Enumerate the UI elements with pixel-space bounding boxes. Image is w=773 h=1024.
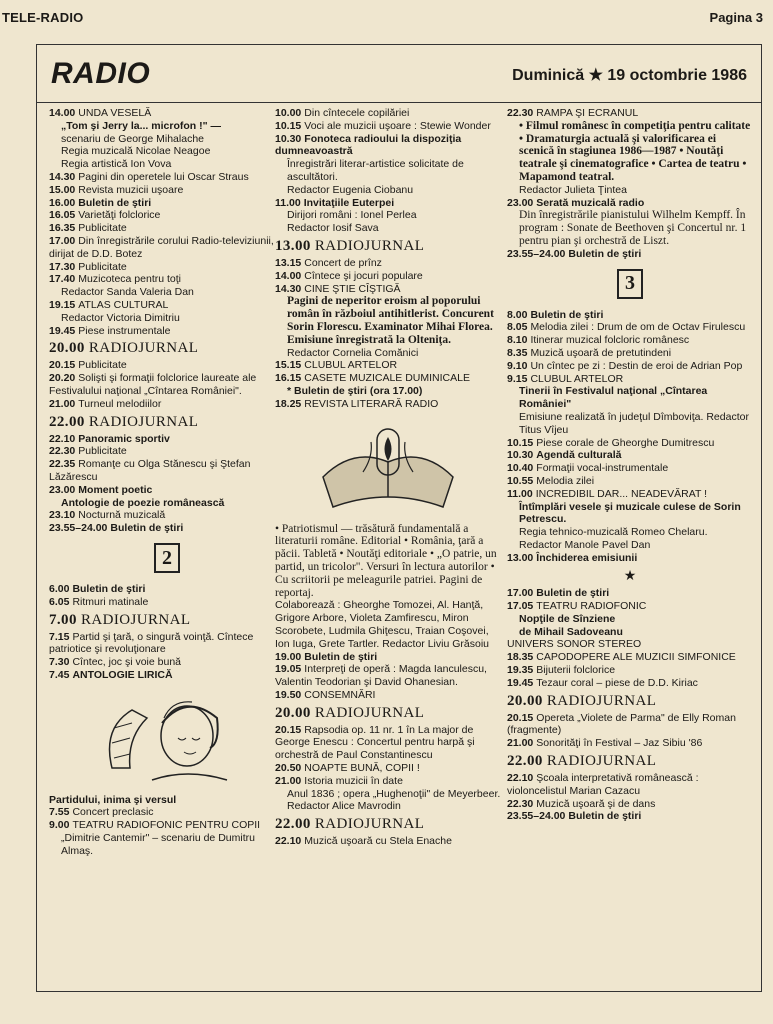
program-item	[49, 222, 285, 235]
program-time: 10.30	[275, 132, 302, 145]
program-item	[49, 325, 285, 338]
program-time: 22.30	[49, 445, 76, 458]
program-time: 20.20	[49, 372, 76, 385]
program-item	[275, 120, 501, 133]
poet-illustration	[92, 688, 242, 788]
program-time: 18.25	[275, 397, 302, 410]
program-title: RADIOJURNAL	[88, 340, 199, 357]
program-detail: Redactor Manole Pavel Dan	[519, 538, 651, 551]
program-title: Buletin de ştiri	[536, 587, 610, 600]
program-item	[275, 663, 501, 689]
program-item	[275, 775, 501, 813]
program-time: 22.30	[507, 107, 534, 119]
program-item	[49, 398, 285, 411]
program-item	[49, 631, 285, 657]
program-item	[507, 651, 753, 664]
page-number: Pagina 3	[709, 10, 763, 25]
program-title: RADIOJURNAL	[314, 704, 425, 721]
program-title: Piese instrumentale	[78, 324, 171, 337]
program-item	[507, 712, 753, 738]
program-item	[507, 772, 753, 798]
program-time: 13.00	[275, 237, 311, 254]
program-time: 8.10	[507, 334, 528, 347]
program-item	[507, 437, 753, 450]
program-time: 11.00	[275, 196, 301, 209]
program-detail: * Buletin de ştiri (ora 17.00)	[287, 384, 423, 397]
program-title: Publicitate	[78, 359, 127, 372]
program-item	[49, 669, 285, 682]
program-item	[275, 133, 501, 197]
program-title: Nocturnă muzicală	[78, 509, 166, 522]
program-item	[49, 656, 285, 669]
program-detail-paragraph: • Patriotismul — trăsătură fundamentală a literaturii române. Editorial • România, ţară a păcii. Tabletă • Noutăţi editoriale • „O patrie, un partid, un tricolor". Versuri în lectura autorilor • Cu scriitorii pe meleagurile patriei. Pagini de reportaj.	[275, 522, 497, 599]
program-time: 15.15	[275, 359, 302, 372]
program-time: 7.00	[49, 611, 77, 628]
program-title: Istoria muzicii în date	[304, 774, 403, 787]
program-title: Moment poetic	[78, 483, 153, 496]
program-time: 7.30	[49, 656, 70, 669]
program-title: Muzică uşoară şi de dans	[536, 797, 656, 810]
program-detail: Înregistrări literar-artistice solicitate de ascultători.	[287, 158, 464, 183]
program-title: Sonorităţi în Festival – Jaz Sibiu '86	[536, 737, 703, 750]
program-detail: scenariu de George Mihalache	[61, 132, 205, 145]
program-item	[507, 449, 753, 462]
program-time: 10.40	[507, 462, 534, 475]
literary-illustration	[313, 417, 463, 517]
program-title: Turneul melodiilor	[78, 397, 162, 410]
program-title: ANTOLOGIE LIRICĂ	[72, 668, 173, 681]
program-item	[275, 835, 501, 848]
program-detail: Din înregistrările pianistului Wilhelm Kempff. În program : Sonate de Beethoven şi Concertul nr. 1 pentru pian şi orchestră de Liszt.	[519, 209, 747, 247]
program-item	[49, 235, 285, 261]
program-time: 16.05	[49, 209, 76, 222]
program-time: 16.15	[275, 372, 302, 385]
program-title: Piese corale de Gheorghe Dumitrescu	[536, 436, 715, 449]
program-time: 16.35	[49, 222, 76, 235]
program-detail: de Mihail Sadoveanu	[519, 625, 623, 638]
program-title: Buletin de ştiri	[568, 247, 642, 260]
program-item	[275, 197, 501, 235]
program-item	[507, 552, 753, 565]
program-time: 19.05	[275, 663, 302, 676]
program-item	[49, 794, 285, 807]
program-item	[507, 587, 753, 600]
program-time: 23.10	[49, 509, 76, 522]
program-detail: Redactor Sanda Valeria Dan	[61, 286, 194, 299]
program-item	[49, 299, 285, 325]
program-detail: Redactor Cornelia Comănici	[287, 346, 419, 359]
program-time: 21.00	[49, 397, 76, 410]
program-time: 23.55–24.00	[49, 522, 108, 535]
program-title: Cîntec, joc şi voie bună	[72, 656, 181, 669]
header-divider	[37, 102, 761, 103]
program-time: 18.35	[507, 651, 534, 664]
program-title: Muzicoteca pentru toţi	[78, 273, 181, 286]
program-time: 11.00	[507, 487, 533, 500]
program-time: 23.00	[507, 196, 534, 209]
program-item	[275, 689, 501, 702]
program-title: Formaţii vocal-instrumentale	[536, 462, 669, 475]
program-detail: „Tom şi Jerry la... microfon !" —	[61, 119, 221, 132]
program-title: REVISTA LITERARĂ RADIO	[304, 397, 439, 410]
program-title: Partidului, inima şi versul	[49, 793, 177, 806]
program-detail: Întîmplări vesele şi muzicale culese de Sorin Petrescu.	[519, 500, 741, 526]
program-item	[507, 107, 753, 197]
program-time: 21.00	[275, 774, 302, 787]
program-title: Partid şi ţară, o singură voinţă. Cîntece patriotice şi revoluţionare	[49, 630, 254, 656]
program-time: 19.50	[275, 688, 302, 701]
column-2	[275, 107, 501, 987]
program-item	[49, 445, 285, 458]
program-title: Muzică uşoară cu Stela Enache	[304, 835, 452, 848]
program-item	[275, 815, 501, 833]
program-time: 21.00	[507, 737, 534, 750]
program-time: 15.00	[49, 183, 76, 196]
program-title: UNIVERS SONOR STEREO	[507, 638, 642, 651]
program-title: Publicitate	[78, 222, 127, 235]
program-title: Pagini din operetele lui Oscar Straus	[78, 170, 249, 183]
program-item	[49, 433, 285, 446]
program-title: Tezaur coral – piese de D.D. Kiriac	[536, 676, 698, 689]
program-item	[275, 107, 501, 120]
program-title: UNDA VESELĂ	[78, 107, 152, 119]
program-title: Închiderea emisiunii	[536, 551, 638, 564]
program-title: CAPODOPERE ALE MUZICII SIMFONICE	[536, 651, 736, 664]
program-item	[507, 664, 753, 677]
program-detail: „Dimitrie Cantemir" – scenariu de Dumitru Almaş.	[61, 832, 255, 857]
column-3	[507, 107, 753, 987]
program-title: Agendă culturală	[536, 449, 622, 462]
program-item	[275, 651, 501, 664]
program-item	[49, 171, 285, 184]
program-item	[49, 509, 285, 522]
program-title: RADIOJURNAL	[314, 816, 425, 833]
program-item	[275, 762, 501, 775]
program-item	[49, 583, 285, 596]
page-header	[0, 0, 773, 36]
program-title: Concert de prînz	[304, 256, 382, 269]
program-title: Panoramic sportiv	[78, 432, 170, 445]
program-item	[507, 798, 753, 811]
program-title: Voci ale muzicii uşoare : Stewie Wonder	[304, 119, 491, 132]
program-time: 17.00	[49, 234, 76, 247]
program-time: 17.40	[49, 273, 76, 286]
program-title: INCREDIBIL DAR... NEADEVĂRAT !	[535, 487, 708, 500]
program-title: Romanţe cu Olga Stănescu şi Ştefan Lăzărescu	[49, 458, 251, 483]
program-time: 14.00	[49, 107, 76, 119]
program-item	[49, 273, 285, 299]
program-time: 23.55–24.00	[507, 247, 566, 260]
program-item	[507, 488, 753, 552]
program-time: 6.05	[49, 595, 70, 608]
broadcast-date: Duminică ★ 19 octombrie 1986	[512, 67, 747, 84]
program-time: 20.00	[49, 340, 85, 357]
program-item	[275, 372, 501, 398]
program-item	[49, 197, 285, 210]
program-detail: Nopţile de Sînziene	[519, 612, 616, 625]
program-item	[275, 398, 501, 411]
program-time: 9.00	[49, 819, 70, 832]
program-title: RADIOJURNAL	[88, 413, 199, 430]
program-title: Ritmuri matinale	[72, 595, 149, 608]
program-time: 14.30	[49, 170, 76, 183]
section-title: RADIO	[51, 57, 151, 90]
program-item	[275, 257, 501, 270]
program-title: TEATRU RADIOFONIC PENTRU COPII	[72, 819, 261, 832]
radio-frame	[36, 44, 762, 992]
program-title: Buletin de ştiri	[72, 582, 146, 595]
program-title: Buletin de ştiri	[110, 522, 184, 535]
day-number-3: 3	[617, 269, 643, 299]
program-title: Opereta „Violete de Parma" de Elly Roman (fragmente)	[507, 711, 736, 737]
program-time: 6.00	[49, 582, 70, 595]
program-detail: Dirijori români : Ionel Perlea	[287, 209, 417, 222]
program-detail: Pagini de neperitor eroism al poporului român în războiul antihitlerist. Concurent Sorin Florescu. Examinator Mihai Florea. Emisiune înregistrată la Olteniţa.	[287, 295, 494, 346]
program-title: Concert preclasic	[72, 806, 154, 819]
program-detail: Antologie de poezie românească	[61, 496, 225, 509]
program-time: 10.00	[275, 107, 302, 119]
program-time: 13.15	[275, 256, 302, 269]
program-item	[275, 704, 501, 722]
column-1	[49, 107, 285, 987]
program-title: Fonoteca radioului la dispoziţia dumneavoastră	[275, 132, 462, 158]
program-title: Şcoala interpretativă românească : violoncelistul Marian Cazacu	[507, 772, 699, 797]
program-item	[49, 372, 285, 398]
program-item	[275, 359, 501, 372]
program-title: RADIOJURNAL	[546, 692, 657, 709]
publication-name: TELE-RADIO	[2, 10, 84, 25]
program-detail: Regia artistică Ion Vova	[61, 158, 172, 171]
program-item	[275, 270, 501, 283]
program-title: CINE ŞTIE CÎŞTIGĂ	[304, 282, 401, 295]
program-title: Melodia zilei : Drum de om de Octav Firulescu	[530, 321, 746, 334]
program-title: Buletin de ştiri	[530, 308, 604, 321]
program-time: 23.55–24.00	[507, 810, 566, 823]
program-time: 9.10	[507, 359, 528, 372]
program-title: Cîntece şi jocuri populare	[304, 269, 423, 282]
program-item	[507, 373, 753, 437]
program-title: CASETE MUZICALE DUMINICALE	[304, 372, 470, 385]
program-time: 23.00	[49, 483, 76, 496]
program-time: 20.15	[49, 359, 76, 372]
program-title: CLUBUL ARTELOR	[530, 372, 624, 385]
program-time: 17.00	[507, 587, 534, 600]
program-detail: Redactor Iosif Sava	[287, 222, 379, 235]
program-time: 7.55	[49, 806, 70, 819]
program-item	[49, 484, 285, 510]
program-item	[507, 752, 753, 770]
program-title: Buletin de ştiri	[304, 650, 378, 663]
program-title: Solişti şi formaţii folclorice laureate ale Festivalului naţional „Cîntarea României".	[49, 372, 257, 397]
program-item	[49, 806, 285, 819]
program-item	[49, 184, 285, 197]
program-item	[49, 107, 285, 171]
program-time: 19.45	[507, 676, 534, 689]
program-item	[507, 248, 753, 261]
program-time: 14.00	[275, 269, 302, 282]
program-time: 22.35	[49, 458, 76, 471]
program-title: RADIOJURNAL	[81, 611, 191, 628]
program-time: 7.45	[49, 668, 70, 681]
program-time: 22.00	[49, 413, 85, 430]
separator-star: ★	[623, 566, 637, 583]
program-time: 10.30	[507, 449, 534, 462]
program-item	[275, 724, 501, 762]
program-item	[49, 209, 285, 222]
program-item	[507, 638, 753, 651]
program-time: 10.15	[507, 436, 534, 449]
program-item	[49, 819, 285, 857]
program-item	[507, 462, 753, 475]
program-title: CLUBUL ARTELOR	[304, 359, 398, 372]
program-item	[507, 197, 753, 248]
program-item	[275, 283, 501, 360]
program-title: Varietăţi folclorice	[78, 209, 161, 222]
program-title: Din înregistrările corului Radio-televiziunii, dirijat de D.D. Botez	[49, 234, 274, 260]
program-item	[49, 359, 285, 372]
program-title: TEATRU RADIOFONIC	[536, 600, 647, 613]
program-time: 20.00	[507, 692, 543, 709]
program-time: 8.00	[507, 308, 528, 321]
program-time: 7.15	[49, 630, 70, 643]
program-item	[507, 600, 753, 638]
program-item	[49, 413, 285, 431]
program-detail: Redactor Victoria Dimitriu	[61, 311, 180, 324]
program-title: Publicitate	[78, 445, 127, 458]
program-detail: Emisiune realizată în judeţul Dîmboviţa. Redactor Titus Vîjeu	[519, 410, 749, 436]
program-item	[49, 339, 285, 357]
program-time: 20.00	[275, 704, 311, 721]
program-detail: Regia tehnico-muzicală Romeo Chelaru.	[519, 526, 708, 539]
program-title: Buletin de ştiri	[568, 810, 642, 823]
program-title: Interpreţi de operă : Magda Ianculescu, Valentin Teodorian şi David Ohanesian.	[275, 663, 487, 689]
day-marker-wrap	[507, 269, 753, 299]
program-title: Invitaţiile Euterpei	[303, 196, 395, 209]
program-time: 8.35	[507, 346, 528, 359]
program-item	[49, 522, 285, 535]
program-item	[507, 677, 753, 690]
program-detail: Regia muzicală Nicolae Neagoe	[61, 145, 211, 158]
program-detail: Tinerii în Festivalul naţional „Cîntarea României"	[519, 385, 708, 411]
program-time: 20.15	[275, 723, 302, 736]
program-item	[507, 309, 753, 322]
program-title: Buletin de ştiri	[78, 196, 152, 209]
program-title: Melodia zilei	[536, 474, 595, 487]
program-item	[507, 475, 753, 488]
program-detail-paragraph: Colaborează : Gheorghe Tomozei, Al. Hanţă, Grigore Arbore, Violeta Zamfirescu, Miron Scorobete, Ludmila Ghiţescu, Traian Coşovei, Ion Iuga, Grete Tartler. Redactor Liviu Grăsoiu	[275, 599, 489, 650]
program-time: 20.50	[275, 762, 302, 775]
program-title: Muzică uşoară de pretutindeni	[530, 346, 672, 359]
program-time: 14.30	[275, 282, 302, 295]
program-item	[49, 458, 285, 484]
program-time: 22.10	[507, 772, 534, 785]
program-title: Serată muzicală radio	[536, 196, 645, 209]
program-item	[507, 360, 753, 373]
program-item	[275, 237, 501, 255]
day-marker-wrap	[49, 543, 285, 573]
program-detail: • Filmul românesc în competiţia pentru calitate • Dramaturgia actuală şi valorificarea ei scenică în stagiunea 1986—1987 • Noutăţi teatrale şi cinematografice • Cartea de teatru • Mapamond teatral.	[519, 119, 751, 183]
program-time: 22.30	[507, 797, 534, 810]
program-title: RAMPA ŞI ECRANUL	[536, 107, 639, 119]
program-title: Revista muzicii uşoare	[78, 183, 184, 196]
program-time: 19.00	[275, 650, 302, 663]
program-title: ATLAS CULTURAL	[78, 298, 169, 311]
program-item	[49, 611, 285, 629]
program-time: 8.05	[507, 321, 528, 334]
program-time: 19.35	[507, 664, 534, 677]
program-detail: Redactor Julieta Ţintea	[519, 183, 627, 196]
program-title: RADIOJURNAL	[314, 237, 425, 254]
program-title: NOAPTE BUNĂ, COPII !	[304, 762, 420, 775]
program-title: Bijuterii folclorice	[536, 664, 616, 677]
program-title: Un cîntec pe zi : Destin de eroi de Adrian Pop	[530, 359, 743, 372]
program-item	[507, 692, 753, 710]
program-title: Itinerar muzical folcloric românesc	[530, 334, 690, 347]
program-detail: Redactor Eugenia Ciobanu	[287, 183, 414, 196]
program-time: 22.00	[507, 753, 543, 770]
program-time: 22.10	[49, 432, 76, 445]
program-time: 19.15	[49, 298, 76, 311]
program-time: 10.55	[507, 474, 534, 487]
program-item	[507, 321, 753, 334]
program-item	[507, 334, 753, 347]
program-item	[49, 596, 285, 609]
program-item	[507, 347, 753, 360]
program-time: 20.15	[507, 711, 534, 724]
program-detail: Anul 1836 ; opera „Hughenoţii" de Meyerbeer. Redactor Alice Mavrodin	[287, 787, 501, 813]
program-title: CONSEMNĂRI	[304, 688, 376, 701]
program-title: RADIOJURNAL	[546, 753, 657, 770]
program-item	[49, 261, 285, 274]
program-time: 17.30	[49, 260, 76, 273]
program-item	[507, 810, 753, 823]
program-title: Din cîntecele copilăriei	[304, 107, 410, 119]
program-time: 10.15	[275, 119, 302, 132]
program-title: Publicitate	[78, 260, 127, 273]
program-time: 22.10	[275, 835, 302, 848]
program-time: 16.00	[49, 196, 76, 209]
program-time: 19.45	[49, 324, 76, 337]
program-time: 22.00	[275, 816, 311, 833]
program-title: Rapsodia op. 11 nr. 1 în La major de George Enescu : Concertul pentru harpă şi orchestră de Paul Constantinescu	[275, 723, 475, 762]
program-time: 17.05	[507, 600, 534, 613]
program-item	[507, 737, 753, 750]
program-time: 13.00	[507, 551, 534, 564]
day-number-2: 2	[154, 543, 180, 573]
program-time: 9.15	[507, 372, 528, 385]
